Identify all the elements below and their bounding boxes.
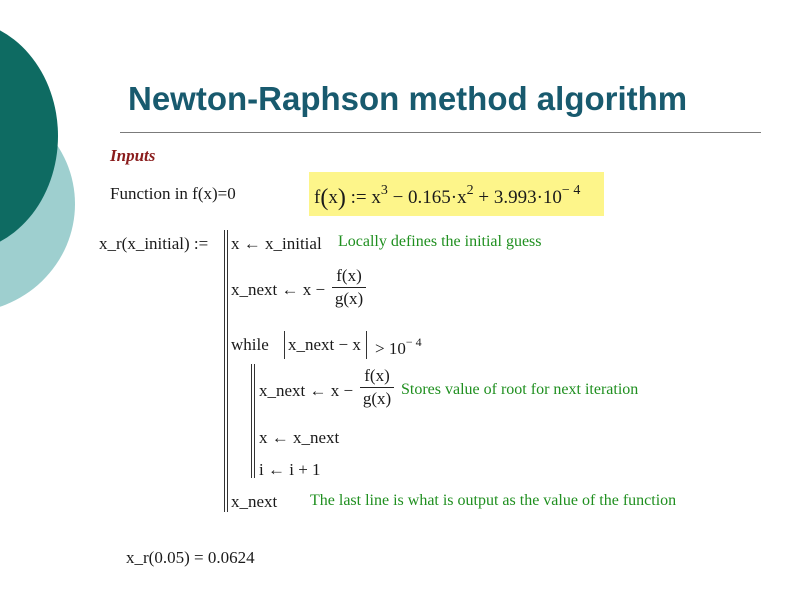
comment-store-root: Stores value of root for next iteration bbox=[401, 381, 639, 398]
function-description: Function in f(x)=0 bbox=[110, 184, 236, 203]
loop-fraction-denominator: g(x) bbox=[362, 389, 392, 408]
function-definition-box[interactable] bbox=[309, 172, 604, 216]
program-bar-outer-2 bbox=[227, 230, 228, 512]
fraction-bar bbox=[332, 287, 366, 288]
newton-fraction bbox=[332, 267, 366, 308]
loop-fraction-bar bbox=[360, 387, 394, 388]
comment-initial-guess: Locally defines the initial guess bbox=[338, 233, 542, 250]
while-keyword: while bbox=[231, 335, 269, 354]
loop-next-assignment: x_next ← x − bbox=[259, 381, 354, 400]
loop-bar-2 bbox=[254, 364, 255, 478]
evaluation-result[interactable]: x_r(0.05) = 0.0624 bbox=[126, 548, 255, 567]
abs-bar-left bbox=[284, 331, 285, 359]
while-comparison: > $10^{- 4}$ bbox=[375, 335, 422, 358]
comment-output: The last line is what is output as the value of the function bbox=[310, 492, 677, 509]
abs-bar-right bbox=[366, 331, 367, 359]
loop-fraction-numerator: f(x) bbox=[364, 366, 390, 385]
slide-title: Newton-Raphson method algorithm bbox=[128, 80, 688, 117]
inputs-heading: Inputs bbox=[110, 146, 156, 165]
init-statement: x ← x_initial bbox=[231, 234, 322, 253]
program-bar-outer-1 bbox=[224, 230, 225, 512]
fraction-denominator: g(x) bbox=[334, 289, 364, 308]
function-expression: f(x) := $x^3 - 0.165\cdot x^2 + 3.993\cdot 10^{- 4}$ bbox=[314, 183, 581, 211]
next-assignment: x_next ← x − bbox=[231, 280, 326, 299]
loop-increment-i: i ← i + 1 bbox=[259, 460, 321, 479]
title-divider bbox=[120, 132, 761, 133]
return-value: x_next bbox=[231, 492, 278, 511]
fraction-numerator: f(x) bbox=[336, 266, 362, 285]
loop-bar-1 bbox=[251, 364, 252, 478]
loop-update-x: x ← x_next bbox=[259, 428, 340, 447]
loop-newton-fraction bbox=[360, 367, 394, 408]
program-definition: x_r(x_initial) := bbox=[99, 234, 209, 253]
while-condition: x_next − x bbox=[288, 335, 361, 354]
